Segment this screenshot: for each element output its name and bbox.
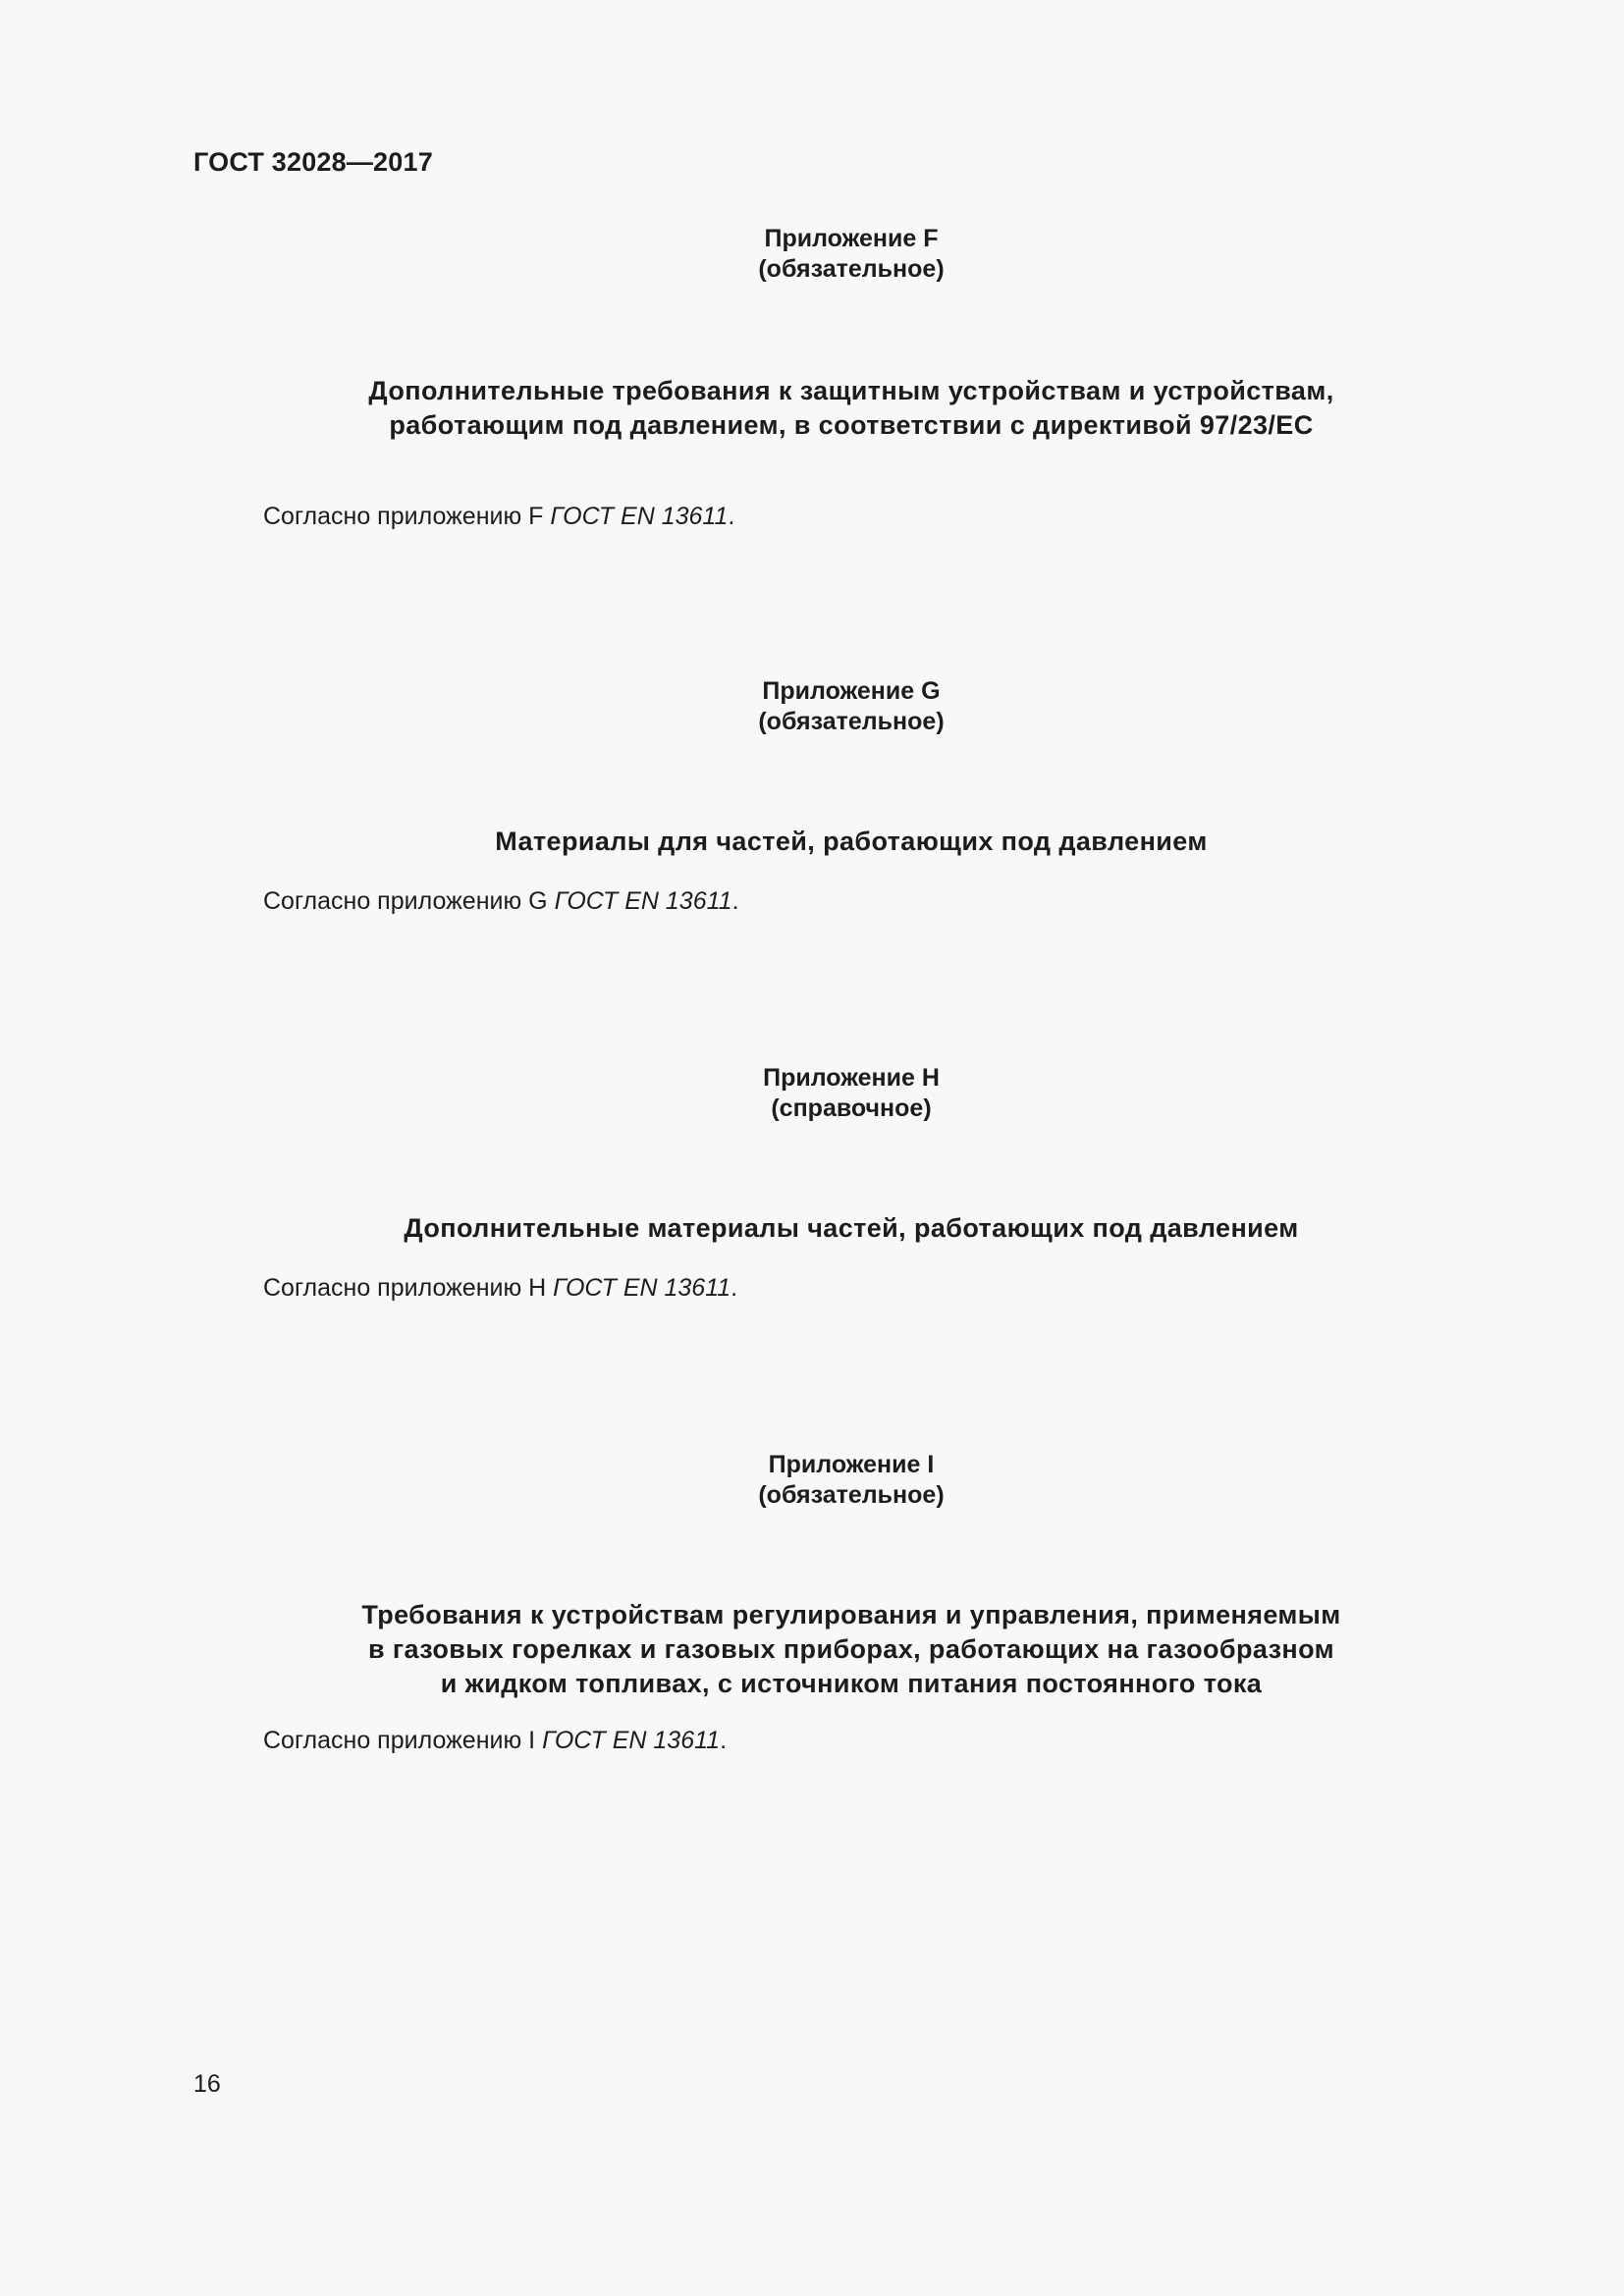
annex-body-reference: ГОСТ EN 13611 — [550, 503, 729, 530]
annex-title-line: в газовых горелках и газовых приборах, работающих на газообразном — [367, 1634, 1335, 1664]
annex-body-suffix: . — [728, 503, 735, 530]
annex-status-text: (справочное) — [771, 1095, 932, 1122]
annex-body-prefix: Согласно приложению F — [263, 503, 551, 530]
annex-body-reference: ГОСТ EN 13611 — [553, 1274, 731, 1302]
annex-f-body — [263, 501, 734, 532]
document-code-header: ГОСТ 32028—2017 — [193, 147, 433, 177]
annex-h-label — [0, 1063, 1624, 1124]
annex-h-body — [263, 1272, 737, 1304]
annex-label-text: Приложение G — [762, 677, 941, 705]
annex-body-prefix: Согласно приложению H — [263, 1274, 554, 1302]
annex-body-reference: ГОСТ EN 13611 — [542, 1727, 721, 1754]
annex-body-suffix: . — [731, 887, 739, 915]
annex-i-body — [263, 1725, 727, 1756]
annex-title-line: Дополнительные требования к защитным устройствам и устройствам, — [368, 376, 1334, 405]
annex-status-text: (обязательное) — [758, 1481, 945, 1509]
annex-title-line: Дополнительные материалы частей, работающих под давлением — [404, 1213, 1299, 1243]
annex-i-title — [0, 1598, 1624, 1701]
annex-title-line: и жидком топливах, с источником питания постоянного тока — [440, 1669, 1263, 1698]
annex-body-reference: ГОСТ EN 13611 — [554, 887, 732, 915]
annex-body-prefix: Согласно приложению I — [263, 1727, 543, 1754]
annex-status-text: (обязательное) — [758, 708, 945, 735]
annex-body-suffix: . — [720, 1727, 728, 1754]
annex-g-label — [0, 676, 1624, 737]
annex-f-title — [0, 374, 1624, 443]
annex-f-label — [0, 224, 1624, 285]
annex-label-text: Приложение I — [768, 1451, 935, 1478]
annex-body-suffix: . — [731, 1274, 738, 1302]
annex-g-body — [263, 885, 739, 917]
page-number: 16 — [193, 2070, 221, 2098]
annex-label-text: Приложение F — [764, 225, 939, 252]
annex-g-title — [0, 825, 1624, 859]
annex-h-title — [0, 1211, 1624, 1246]
annex-status-text: (обязательное) — [758, 255, 945, 283]
annex-title-line: Требования к устройствам регулирования и управления, применяемым — [361, 1600, 1341, 1629]
annex-body-prefix: Согласно приложению G — [263, 887, 555, 915]
annex-title-line: работающим под давлением, в соответствии с директивой 97/23/ЕС — [389, 410, 1314, 440]
annex-label-text: Приложение H — [763, 1064, 940, 1092]
annex-title-line: Материалы для частей, работающих под давлением — [495, 827, 1208, 856]
annex-i-label — [0, 1450, 1624, 1511]
